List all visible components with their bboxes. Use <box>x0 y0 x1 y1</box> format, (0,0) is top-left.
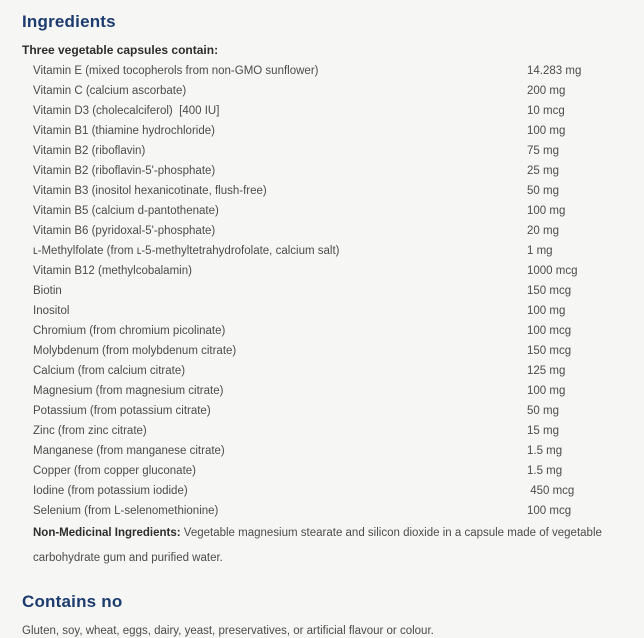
ingredient-row <box>22 381 622 401</box>
ingredient-amount: 150 mcg <box>527 345 572 357</box>
ingredient-label: Potassium (from potassium citrate) <box>33 405 211 417</box>
ingredient-amount: 100 mg <box>527 305 566 317</box>
ingredient-amount: 1.5 mg <box>527 465 563 477</box>
ingredient-label: Biotin <box>33 285 62 297</box>
ingredient-amount: 25 mg <box>527 165 559 177</box>
ingredient-amount: 1.5 mg <box>527 445 563 457</box>
ingredient-amount: 100 mg <box>527 205 566 217</box>
ingredient-row <box>22 261 622 281</box>
ingredient-amount: 100 mg <box>527 125 566 137</box>
ingredient-amount: 1000 mcg <box>527 265 578 277</box>
ingredient-row <box>22 401 622 421</box>
ingredient-label: Calcium (from calcium citrate) <box>33 365 186 377</box>
ingredient-row <box>22 421 622 441</box>
ingredient-label: Vitamin B2 (riboflavin) <box>33 145 146 157</box>
ingredient-amount: 100 mg <box>527 385 566 397</box>
ingredient-row <box>22 121 622 141</box>
ingredient-amount: 125 mg <box>527 365 566 377</box>
ingredient-row <box>22 441 622 461</box>
ingredient-label: Iodine (from potassium iodide) <box>33 485 188 497</box>
ingredient-row <box>22 161 622 181</box>
ingredient-row <box>22 361 622 381</box>
ingredient-row <box>22 341 622 361</box>
ingredient-amount: 14.283 mg <box>527 65 582 77</box>
ingredient-row <box>22 461 622 481</box>
contains-no-section-title: Contains no <box>22 592 123 611</box>
ingredient-amount: 10 mcg <box>527 105 565 117</box>
ingredient-label: Magnesium (from magnesium citrate) <box>33 385 224 397</box>
ingredient-amount: 50 mg <box>527 405 559 417</box>
ingredients-subtitle: Three vegetable capsules contain: <box>22 43 219 57</box>
ingredient-label: Chromium (from chromium picolinate) <box>33 325 226 337</box>
ingredient-amount: 20 mg <box>527 225 559 237</box>
ingredient-row <box>22 501 622 521</box>
ingredient-row <box>22 141 622 161</box>
ingredient-amount: 150 mcg <box>527 285 572 297</box>
ingredient-label: Vitamin D3 (cholecalciferol) [400 IU] <box>33 105 220 117</box>
ingredient-amount: 75 mg <box>527 145 559 157</box>
ingredient-row <box>22 321 622 341</box>
ingredient-label: Vitamin E (mixed tocopherols from non-GMO sunflower) <box>33 65 319 77</box>
ingredient-label: Manganese (from manganese citrate) <box>33 445 225 457</box>
ingredient-amount: 200 mg <box>527 85 566 97</box>
ingredient-amount: 1 mg <box>527 245 553 257</box>
ingredients-section-title: Ingredients <box>22 12 116 31</box>
non-medicinal-label: Non-Medicinal Ingredients: <box>33 527 181 539</box>
ingredient-label: Vitamin C (calcium ascorbate) <box>33 85 187 97</box>
non-medicinal-text: Vegetable magnesium stearate and silicon dioxide in a capsule made of vegetable carbohydrate gum and purified water. <box>33 527 602 564</box>
ingredient-row <box>22 181 622 201</box>
ingredient-label: Vitamin B12 (methylcobalamin) <box>33 265 192 277</box>
ingredient-amount: 50 mg <box>527 185 559 197</box>
ingredient-row <box>22 201 622 221</box>
ingredient-amount: 15 mg <box>527 425 559 437</box>
ingredient-amount: 450 mcg <box>527 485 575 497</box>
ingredient-row <box>22 221 622 241</box>
non-medicinal-paragraph <box>22 521 604 571</box>
ingredient-label: Copper (from copper gluconate) <box>33 465 196 477</box>
ingredient-row <box>22 481 622 501</box>
ingredient-amount: 100 mcg <box>527 325 572 337</box>
ingredient-row <box>22 81 622 101</box>
ingredient-row <box>22 61 622 81</box>
ingredient-row <box>22 241 622 261</box>
ingredient-label: Vitamin B1 (thiamine hydrochloride) <box>33 125 215 137</box>
ingredient-label: Vitamin B6 (pyridoxal-5'-phosphate) <box>33 225 216 237</box>
ingredient-label: Vitamin B2 (riboflavin-5'-phosphate) <box>33 165 216 177</box>
ingredient-row <box>22 301 622 321</box>
ingredients-table <box>22 61 622 521</box>
ingredient-label: Vitamin B5 (calcium d-pantothenate) <box>33 205 219 217</box>
ingredient-label: Selenium (from L-selenomethionine) <box>33 505 219 517</box>
contains-no-text: Gluten, soy, wheat, eggs, dairy, yeast, preservatives, or artificial flavour or colour. <box>22 625 434 637</box>
ingredient-label: ʟ-Methylfolate (from ʟ-5-methyltetrahydrofolate, calcium salt) <box>33 245 340 257</box>
ingredient-row <box>22 101 622 121</box>
ingredient-label: Vitamin B3 (inositol hexanicotinate, flush-free) <box>33 185 267 197</box>
ingredient-label: Inositol <box>33 305 70 317</box>
ingredient-label: Zinc (from zinc citrate) <box>33 425 147 437</box>
ingredient-amount: 100 mcg <box>527 505 572 517</box>
ingredient-row <box>22 281 622 301</box>
ingredient-label: Molybdenum (from molybdenum citrate) <box>33 345 237 357</box>
